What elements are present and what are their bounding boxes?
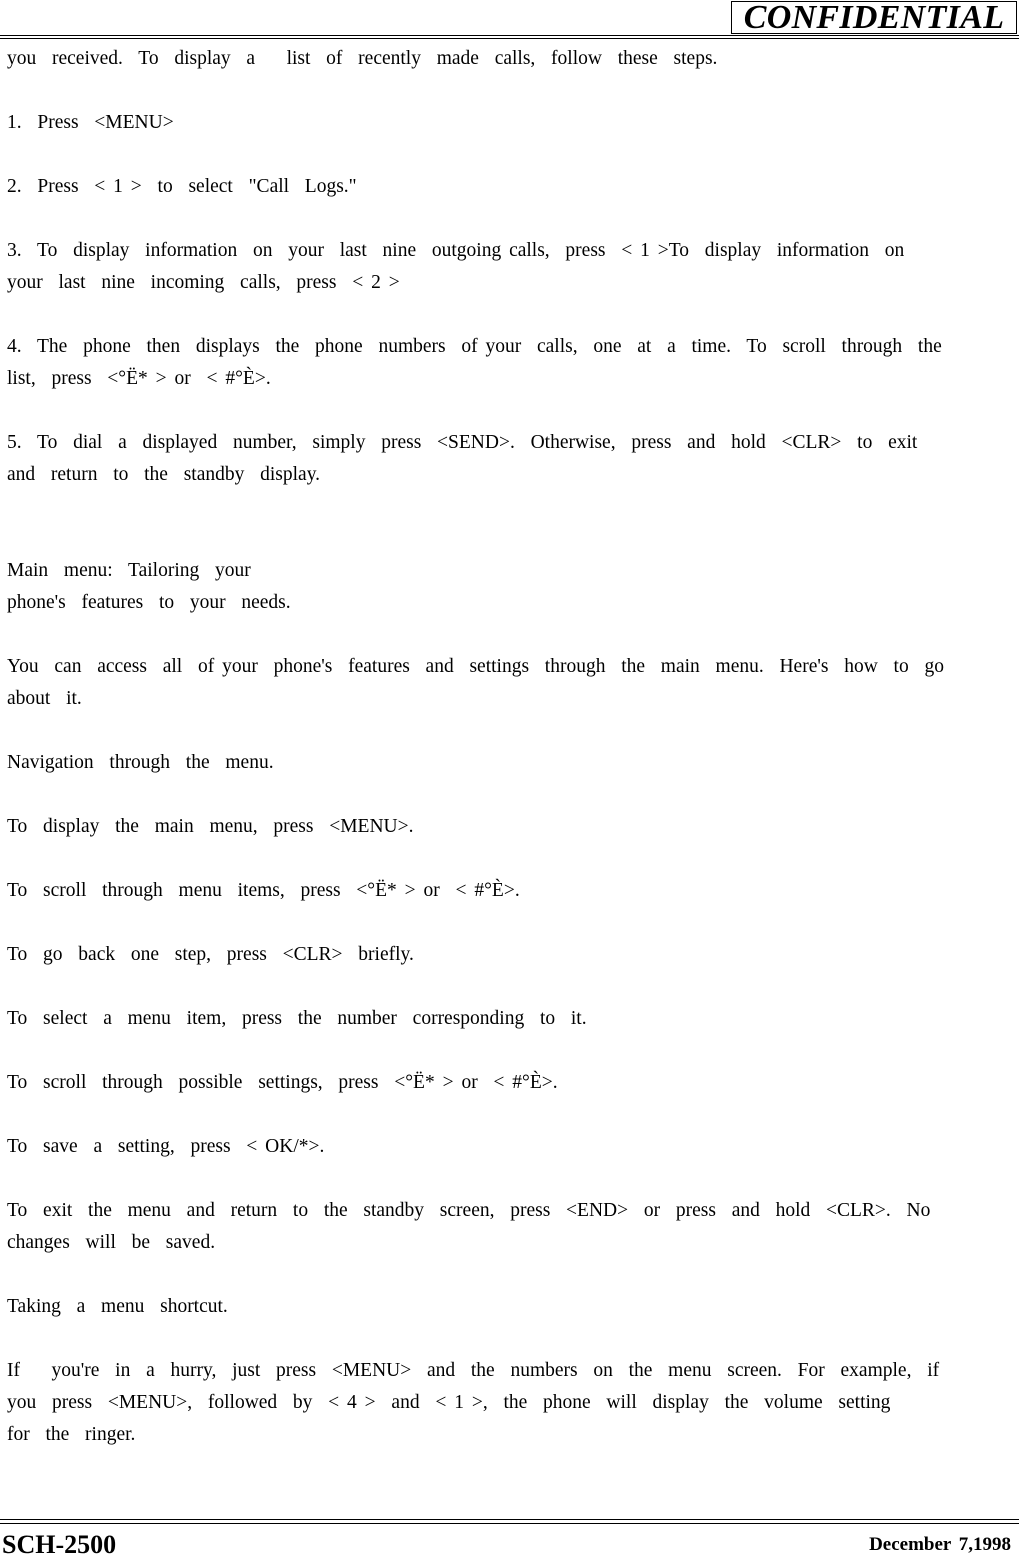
text-line: 1. Press <MENU> xyxy=(7,112,174,133)
text-line: To go back one step, press <CLR> briefly. xyxy=(7,944,414,965)
subheading: Navigation through the menu. xyxy=(7,752,274,773)
text-line: To select a menu item, press the number corresponding to it. xyxy=(7,1008,587,1029)
text-line: 4. The phone then displays the phone numbers of your calls, one at a time. To scroll through the xyxy=(7,336,942,357)
text-line: To scroll through possible settings, press <°Ë* > or < #°È>. xyxy=(7,1072,558,1093)
text-line: you press <MENU>, followed by < 4 > and < 1 >, the phone will display the volume setting xyxy=(7,1392,891,1413)
text-line: and return to the standby display. xyxy=(7,464,321,485)
text-line: To exit the menu and return to the standby screen, press <END> or press and hold <CLR>. No xyxy=(7,1200,931,1221)
text-line: about it. xyxy=(7,688,82,709)
text-line: list, press <°Ë* > or < #°È>. xyxy=(7,368,271,389)
header-rule xyxy=(0,38,1019,39)
section-heading: Main menu: Tailoring your xyxy=(7,560,251,581)
footer-rule xyxy=(0,1523,1019,1524)
text-line: your last nine incoming calls, press < 2 > xyxy=(7,272,400,293)
text-line: changes will be saved. xyxy=(7,1232,216,1253)
text-line: You can access all of your phone's features and settings through the main menu. Here's how to go xyxy=(7,656,944,677)
text-line: To display the main menu, press <MENU>. xyxy=(7,816,414,837)
text-line: To save a setting, press < OK/*>. xyxy=(7,1136,325,1157)
confidential-stamp: CONFIDENTIAL xyxy=(731,1,1017,34)
text-line: If you're in a hurry, just press <MENU> and the numbers on the menu screen. For example, if xyxy=(7,1360,940,1381)
text-line: 2. Press < 1 > to select "Call Logs." xyxy=(7,176,357,197)
text-line: To scroll through menu items, press <°Ë* > or < #°È>. xyxy=(7,880,520,901)
text-line: for the ringer. xyxy=(7,1424,136,1445)
section-heading: phone's features to your needs. xyxy=(7,592,291,613)
text-line: 3. To display information on your last nine outgoing calls, press < 1 >To display information on xyxy=(7,240,905,261)
footer-date: December 7,1998 xyxy=(869,1534,1011,1555)
header-rule xyxy=(0,35,1019,36)
subheading: Taking a menu shortcut. xyxy=(7,1296,228,1317)
text-line: 5. To dial a displayed number, simply press <SEND>. Otherwise, press and hold <CLR> to exit xyxy=(7,432,918,453)
text-line: you received. To display a list of recently made calls, follow these steps. xyxy=(7,48,718,69)
footer-model: SCH-2500 xyxy=(2,1530,117,1559)
footer-rule xyxy=(0,1519,1019,1520)
